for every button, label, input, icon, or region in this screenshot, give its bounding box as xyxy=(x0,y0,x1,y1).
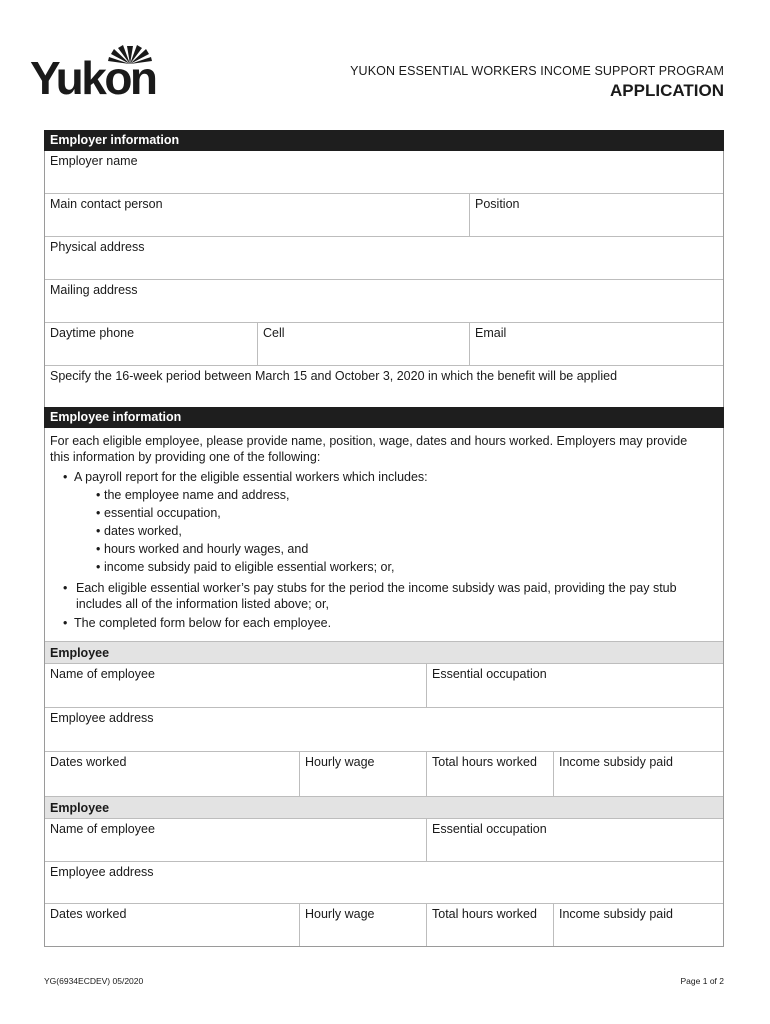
bullet-paystubs xyxy=(50,580,710,612)
employee-1-dates-field[interactable] xyxy=(45,752,299,796)
mailing-address-field[interactable] xyxy=(45,280,723,322)
cell-label: Cell xyxy=(263,326,285,340)
program-title: YUKON ESSENTIAL WORKERS INCOME SUPPORT PROGRAM xyxy=(350,64,724,78)
essential-occupation-label: Essential occupation xyxy=(432,822,547,836)
employer-name-field[interactable] xyxy=(45,151,723,193)
mailing-address-label: Mailing address xyxy=(50,283,138,297)
income-subsidy-label: Income subsidy paid xyxy=(559,755,673,769)
bullet-payroll: • A payroll report for the eligible essential workers which includes: xyxy=(50,468,710,486)
employee-2-dates-field[interactable] xyxy=(45,904,299,946)
employee-2-address-field[interactable] xyxy=(45,862,723,903)
employee-name-label: Name of employee xyxy=(50,667,155,681)
employee-2-occupation-field[interactable] xyxy=(426,819,723,861)
phone-row xyxy=(45,322,723,365)
position-label: Position xyxy=(475,197,520,211)
employee-instructions xyxy=(50,433,710,632)
employee-1-subsidy-field[interactable] xyxy=(553,752,723,796)
main-contact-field[interactable] xyxy=(45,194,469,236)
employee-2-work-row xyxy=(45,903,723,946)
employee-1-occupation-field[interactable] xyxy=(426,664,723,707)
cell-field[interactable] xyxy=(257,323,469,365)
sub-bullet: • essential occupation, xyxy=(50,504,710,522)
employee-1-work-row xyxy=(45,751,723,796)
intro-line-2: this information by providing one of the following: xyxy=(50,450,321,464)
daytime-phone-label: Daytime phone xyxy=(50,326,135,340)
employee-1-name-field[interactable] xyxy=(45,664,426,707)
employer-section-heading: Employer information xyxy=(44,130,724,151)
employee-2-name-row xyxy=(45,818,723,861)
employee-2-subsidy-field[interactable] xyxy=(553,904,723,946)
income-subsidy-label: Income subsidy paid xyxy=(559,907,673,921)
employee-1-hours-field[interactable] xyxy=(426,752,553,796)
form-title: APPLICATION xyxy=(610,81,724,100)
sub-bullet: • hours worked and hourly wages, and xyxy=(50,540,710,558)
employee-1-address-row xyxy=(45,707,723,751)
period-field[interactable] xyxy=(45,366,723,407)
dates-worked-label: Dates worked xyxy=(50,755,127,769)
intro-line-1: For each eligible employee, please provide name, position, wage, dates and hours worked. Employers may provide xyxy=(50,434,688,448)
employee-address-label: Employee address xyxy=(50,865,154,879)
hourly-wage-label: Hourly wage xyxy=(305,755,375,769)
employee-1-name-row xyxy=(45,663,723,707)
essential-occupation-label: Essential occupation xyxy=(432,667,547,681)
mailing-address-row xyxy=(45,279,723,322)
physical-address-row xyxy=(45,236,723,279)
employee-2-heading: Employee xyxy=(45,796,723,818)
total-hours-label: Total hours worked xyxy=(432,907,537,921)
employer-name-row xyxy=(45,151,723,193)
employee-2-address-row xyxy=(45,861,723,903)
employee-address-label: Employee address xyxy=(50,711,154,725)
employee-2-hours-field[interactable] xyxy=(426,904,553,946)
position-field[interactable] xyxy=(469,194,723,236)
employee-section-heading: Employee information xyxy=(44,407,724,428)
employee-1-heading: Employee xyxy=(45,641,723,663)
employee-2-wage-field[interactable] xyxy=(299,904,426,946)
period-row xyxy=(45,365,723,407)
daytime-phone-field[interactable] xyxy=(45,323,257,365)
bullet-paystubs-line-2: includes all of the information listed above; or, xyxy=(76,597,329,611)
sub-bullet: • income subsidy paid to eligible essential workers; or, xyxy=(50,558,710,576)
employee-1-wage-field[interactable] xyxy=(299,752,426,796)
employee-2-name-field[interactable] xyxy=(45,819,426,861)
sub-bullet: • the employee name and address, xyxy=(50,486,710,504)
application-form xyxy=(44,130,724,947)
period-label: Specify the 16-week period between March 15 and October 3, 2020 in which the benefit will be applied xyxy=(50,369,618,383)
logo-wordmark: Yukon xyxy=(30,52,156,104)
total-hours-label: Total hours worked xyxy=(432,755,537,769)
email-field[interactable] xyxy=(469,323,723,365)
bullet-form: • The completed form below for each employee. xyxy=(50,614,710,632)
employer-name-label: Employer name xyxy=(50,154,138,168)
hourly-wage-label: Hourly wage xyxy=(305,907,375,921)
main-contact-label: Main contact person xyxy=(50,197,163,211)
contact-row xyxy=(45,193,723,236)
email-label: Email xyxy=(475,326,507,340)
employee-name-label: Name of employee xyxy=(50,822,155,836)
page-number: Page 1 of 2 xyxy=(680,976,724,986)
physical-address-label: Physical address xyxy=(50,240,145,254)
employee-1-address-field[interactable] xyxy=(45,708,723,751)
dates-worked-label: Dates worked xyxy=(50,907,127,921)
sub-bullet: • dates worked, xyxy=(50,522,710,540)
bullet-paystubs-line-1: • Each eligible essential worker’s pay stubs for the period the income subsidy was paid, providing the pay stub xyxy=(76,581,677,595)
physical-address-field[interactable] xyxy=(45,237,723,279)
form-code: YG(6934ECDEV) 05/2020 xyxy=(44,976,144,986)
yukon-logo xyxy=(30,42,175,104)
